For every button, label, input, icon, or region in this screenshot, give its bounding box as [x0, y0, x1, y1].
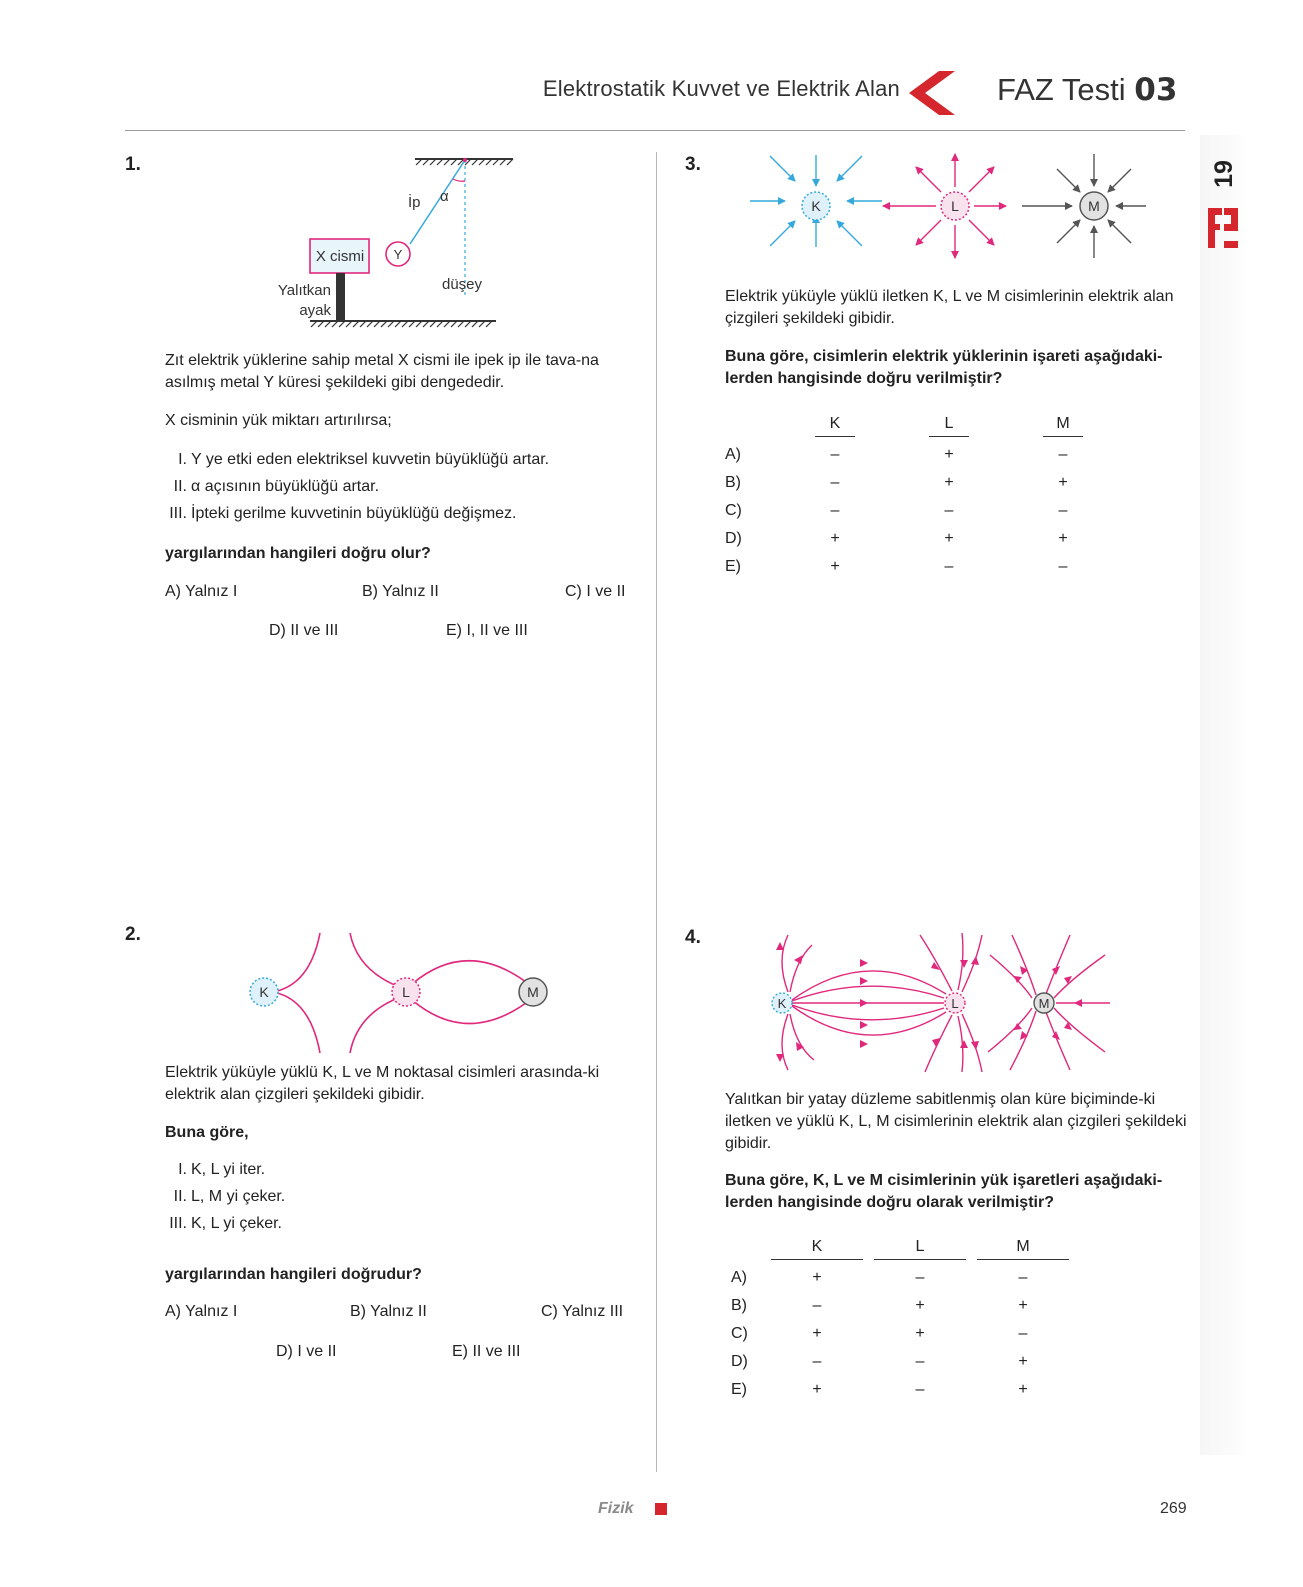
pivot-dot	[463, 158, 467, 162]
q1-condition: X cisminin yük miktarı artırılırsa;	[165, 412, 392, 429]
q1-statement-2: II. α açısının büyüklüğü artar.	[173, 478, 380, 495]
q2-statements	[165, 1156, 285, 1237]
side-number: 19	[1210, 160, 1238, 188]
ip-label: İp	[408, 194, 421, 211]
q3-answer-table	[725, 415, 1118, 581]
alpha-label: α	[440, 188, 449, 205]
q1-number: 1.	[125, 154, 141, 175]
faz-logo-icon	[1206, 206, 1240, 250]
q4-header-l: L	[865, 1238, 975, 1264]
q2-m-label: M	[527, 984, 539, 1000]
q1-option-b[interactable]: B) Yalnız II	[362, 583, 439, 600]
q2-option-d[interactable]: D) I ve II	[276, 1343, 337, 1360]
footer-subject: Fizik	[598, 1500, 634, 1517]
q3-row-a[interactable]: A) – + –	[725, 446, 1068, 463]
q1-text: Zıt elektrik yüklerine sahip metal X cismi ile ipek ip ile tava-na asılmış metal Y küresi şekildeki gibi dengededir.	[165, 352, 599, 391]
q4-row-d[interactable]: D) – – +	[731, 1353, 1028, 1370]
header-test	[997, 72, 1177, 108]
q3-l-label: L	[951, 198, 959, 214]
q3-header-m: M	[1008, 415, 1118, 441]
angle-arc	[453, 179, 465, 181]
footer-square-icon	[655, 1503, 667, 1515]
q1-statements	[165, 446, 549, 527]
q4-row-c[interactable]: C) + + –	[731, 1325, 1028, 1342]
q1-statement-3: III. İpteki gerilme kuvvetinin büyüklüğü değişmez.	[169, 505, 517, 522]
q1-option-c[interactable]: C) I ve II	[565, 583, 626, 600]
q3-question: Buna göre, cisimlerin elektrik yüklerinin işareti aşağıdaki-lerden hangisinde doğru verilmiştir?	[725, 348, 1163, 387]
q3-header-k: K	[780, 415, 890, 441]
q3-figure	[750, 150, 1170, 270]
q4-answer-table	[731, 1238, 1071, 1404]
q4-row-e[interactable]: E) + – +	[731, 1381, 1028, 1398]
insulator-label-1: Yalıtkan	[277, 282, 331, 299]
q4-number: 4.	[685, 927, 701, 948]
page-number: 269	[1160, 1500, 1187, 1517]
q3-row-e[interactable]: E) + – –	[725, 558, 1068, 575]
q3-row-d[interactable]: D) + + +	[725, 530, 1068, 547]
insulator-label-2: ayak	[299, 302, 331, 319]
q4-l-label: L	[951, 996, 959, 1011]
q2-option-a[interactable]: A) Yalnız I	[165, 1303, 238, 1320]
test-number: 03	[1134, 72, 1178, 108]
q3-k-label: K	[811, 198, 821, 214]
x-label: X cismi	[315, 248, 365, 265]
q3-m-label: M	[1088, 198, 1100, 214]
q4-row-a[interactable]: A) + – –	[731, 1269, 1028, 1286]
q3-row-b[interactable]: B) – + +	[725, 474, 1068, 491]
q3-number: 3.	[685, 154, 701, 175]
header-rule	[125, 130, 1185, 131]
q4-figure	[770, 930, 1140, 1080]
q1-question: yargılarından hangileri doğru olur?	[165, 545, 431, 562]
side-band	[1200, 135, 1248, 1455]
q4-row-b[interactable]: B) – + +	[731, 1297, 1028, 1314]
q3-header-l: L	[890, 415, 1008, 441]
q4-header-m: M	[975, 1238, 1071, 1264]
red-chevron-icon	[905, 70, 957, 116]
q1-figure	[270, 152, 520, 337]
q2-figure	[240, 925, 560, 1055]
q2-k-label: K	[259, 984, 269, 1000]
q3-row-c[interactable]: C) – – –	[725, 502, 1068, 519]
q3-text: Elektrik yüküyle yüklü iletken K, L ve M cisimlerinin elektrik alan çizgileri şekildeki gibidir.	[725, 288, 1174, 327]
q2-option-c[interactable]: C) Yalnız III	[541, 1303, 624, 1320]
y-label: Y	[393, 247, 403, 262]
q4-question: Buna göre, K, L ve M cisimlerinin yük işaretleri aşağıdaki-lerden hangisinde doğru olarak verilmiştir?	[725, 1172, 1163, 1211]
q2-statement-3: III. K, L yi çeker.	[169, 1215, 282, 1232]
dusey-label: düşey	[442, 276, 483, 293]
q4-k-label: K	[777, 996, 787, 1011]
q2-number: 2.	[125, 924, 141, 945]
q4-m-label: M	[1038, 996, 1050, 1011]
q4-text: Yalıtkan bir yatay düzleme sabitlenmiş olan küre biçiminde-ki iletken ve yüklü K, L, M cisimlerinin elektrik alan çizgileri şekildeki gibidir.	[725, 1091, 1187, 1152]
column-divider	[656, 152, 657, 1472]
test-label: FAZ Testi	[997, 72, 1126, 107]
header-title: Elektrostatik Kuvvet ve Elektrik Alan	[542, 76, 900, 101]
q1-option-d[interactable]: D) II ve III	[269, 622, 339, 639]
q2-option-b[interactable]: B) Yalnız II	[350, 1303, 427, 1320]
q2-lead: Buna göre,	[165, 1124, 249, 1141]
q1-option-e[interactable]: E) I, II ve III	[446, 622, 528, 639]
q1-option-a[interactable]: A) Yalnız I	[165, 583, 238, 600]
q2-question: yargılarından hangileri doğrudur?	[165, 1266, 422, 1283]
q4-header-k: K	[769, 1238, 865, 1264]
q2-option-e[interactable]: E) II ve III	[452, 1343, 521, 1360]
q2-l-label: L	[402, 984, 410, 1000]
insulator-stand	[336, 273, 345, 321]
q1-statement-1: I. Y ye etki eden elektriksel kuvvetin büyüklüğü artar.	[178, 451, 550, 468]
q2-statement-2: II. L, M yi çeker.	[173, 1188, 286, 1205]
q2-text: Elektrik yüküyle yüklü K, L ve M noktasal cisimleri arasında-ki elektrik alan çizgileri şekildeki gibidir.	[165, 1064, 600, 1103]
q2-statement-1: I. K, L yi iter.	[178, 1161, 266, 1178]
